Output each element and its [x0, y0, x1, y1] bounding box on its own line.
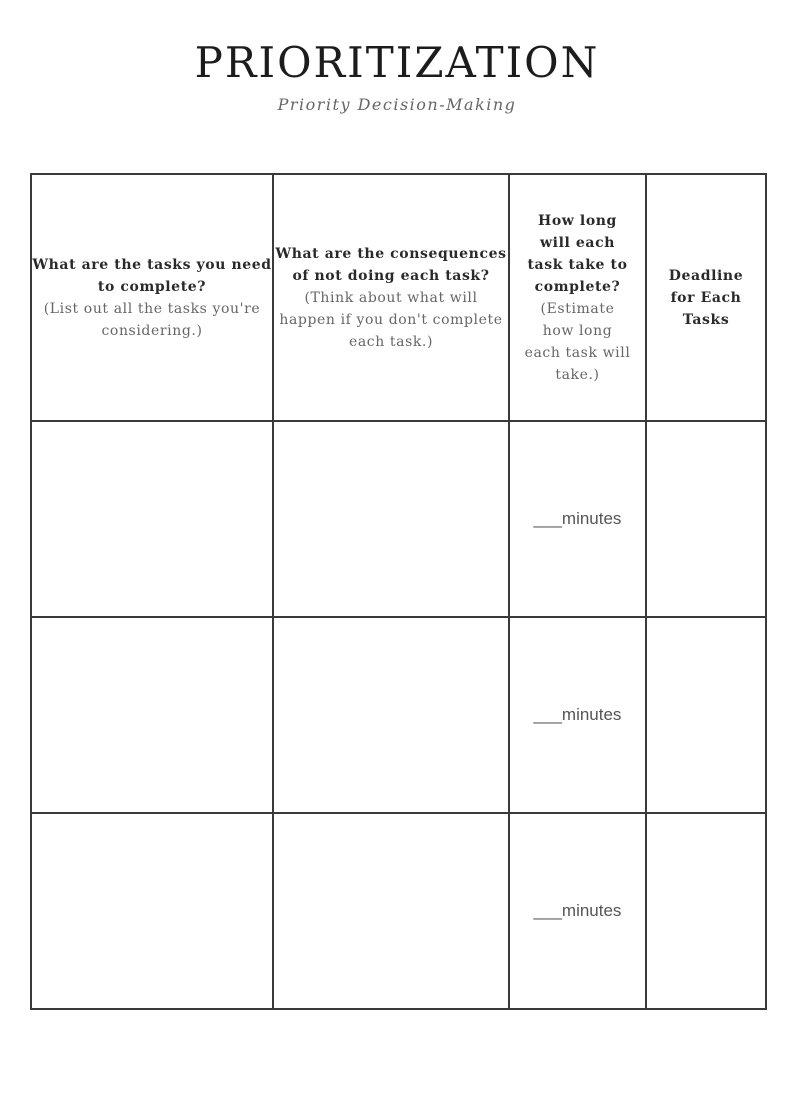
task-cell[interactable]: [31, 421, 273, 617]
consequence-cell[interactable]: [273, 813, 509, 1009]
column-header-title: What are the tasks you need to complete?: [32, 256, 272, 295]
column-header-title: How long will each task take to complete?: [527, 212, 628, 295]
deadline-cell[interactable]: [646, 813, 766, 1009]
column-header-hint: (Think about what will happen if you don't complete each task.): [279, 289, 503, 350]
table-row: [31, 421, 766, 617]
consequence-cell[interactable]: [273, 421, 509, 617]
table-header-row: [31, 174, 766, 421]
task-cell[interactable]: [31, 617, 273, 813]
duration-cell[interactable]: ___minutes: [509, 421, 646, 617]
column-header-tasks: [31, 174, 273, 421]
column-header-title: Deadline for Each Tasks: [668, 267, 744, 328]
column-header-title: What are the consequences of not doing each task?: [275, 245, 507, 284]
table-row: [31, 813, 766, 1009]
page-title: PRIORITIZATION: [194, 38, 600, 87]
column-header-deadline: [646, 174, 766, 421]
deadline-cell[interactable]: [646, 617, 766, 813]
task-cell[interactable]: [31, 813, 273, 1009]
column-header-duration: [509, 174, 646, 421]
page-subtitle: Priority Decision-Making: [277, 95, 517, 114]
table-row: [31, 617, 766, 813]
duration-cell[interactable]: ___minutes: [509, 813, 646, 1009]
column-header-hint: (List out all the tasks you're considering.): [43, 300, 261, 339]
deadline-cell[interactable]: [646, 421, 766, 617]
duration-cell[interactable]: ___minutes: [509, 617, 646, 813]
column-header-hint: (Estimate how long each task will take.): [524, 300, 631, 383]
column-header-consequences: [273, 174, 509, 421]
consequence-cell[interactable]: [273, 617, 509, 813]
prioritization-table: [30, 173, 767, 1010]
